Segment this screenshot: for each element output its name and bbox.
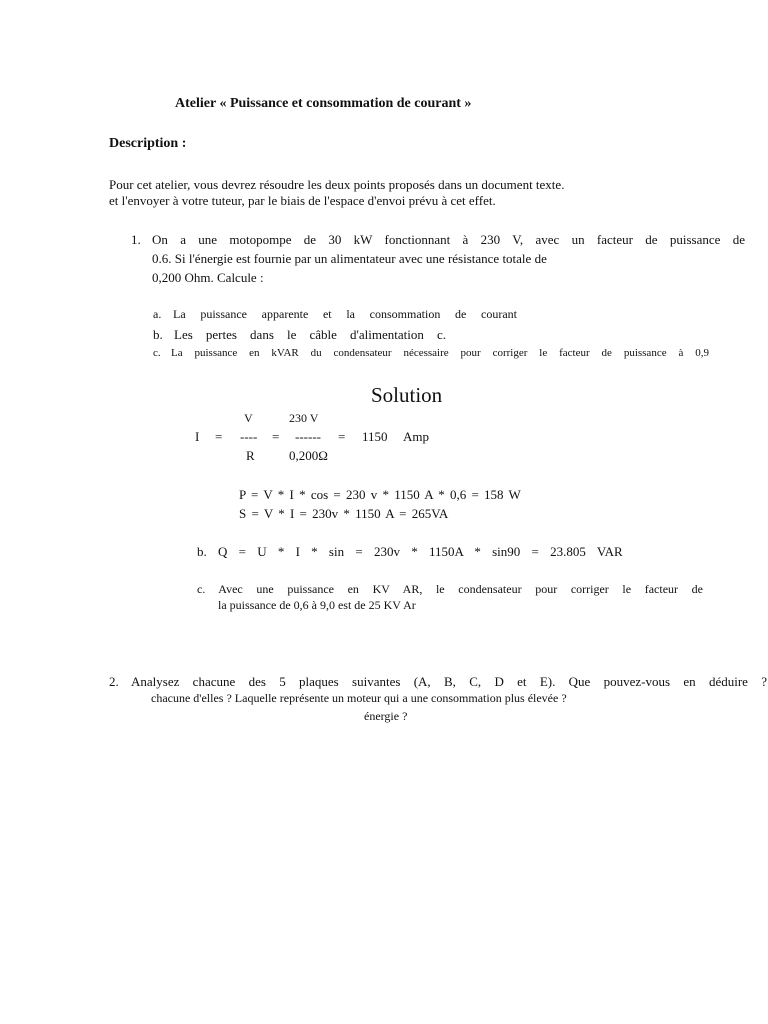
intro-line-1: Pour cet atelier, vous devrez résoudre les deux points proposés dans un document texte. <box>109 177 565 192</box>
apparent-power-formula: S = V * I = 230v * 1150 A = 265VA <box>239 506 449 521</box>
item-c-marker: c. <box>153 347 161 359</box>
question-1-number: 1. <box>131 232 141 247</box>
formula-equals-1: = <box>215 429 223 444</box>
formula-result: 1150 <box>362 429 388 444</box>
item-a-text: La puissance apparente et la consommation de courant <box>173 307 517 321</box>
question-1-line-2: 0.6. Si l'énergie est fournie par un alimentateur avec une résistance totale de <box>152 251 547 266</box>
fraction-denominator-right: 0,200Ω <box>289 448 328 463</box>
fraction-bar-right: ------ <box>295 429 321 444</box>
item-a-marker: a. <box>153 307 162 321</box>
formula-equals-2: = <box>272 429 280 444</box>
question-2-line-1: Analysez chacune des 5 plaques suivantes (A, B, C, D et E). Que pouvez-vous en déduire ? <box>131 674 767 689</box>
item-b-text: Les pertes dans le câble d'alimentation c. <box>174 327 446 342</box>
question-2-line-3: énergie ? <box>364 709 408 723</box>
solution-heading: Solution <box>371 383 443 407</box>
reactive-power-formula: b. Q = U * I * sin = 230v * 1150A * sin90 = 23.805 VAR <box>197 544 623 559</box>
formula-unit: Amp <box>403 429 429 444</box>
question-1-line-3: 0,200 Ohm. Calcule : <box>152 270 264 285</box>
question-1-line-1: On a une motopompe de 30 kW fonctionnant à 230 V, avec un facteur de puissance de <box>152 232 745 247</box>
item-b-marker: b. <box>153 327 163 342</box>
fraction-bar-left: ---- <box>240 429 258 444</box>
fraction-numerator-right: 230 V <box>289 411 319 425</box>
item-c-text: La puissance en kVAR du condensateur nécessaire pour corriger le facteur de puissance à 0,9 <box>171 347 709 359</box>
fraction-numerator-left: V <box>244 411 253 425</box>
active-power-formula: P = V * I * cos = 230 v * 1150 A * 0,6 = 158 W <box>239 487 521 502</box>
intro-line-2: et l'envoyer à votre tuteur, par le biais de l'espace d'envoi prévu à cet effet. <box>109 193 496 208</box>
answer-c-line-2: la puissance de 0,6 à 9,0 est de 25 KV Ar <box>218 598 416 612</box>
question-2-line-2: chacune d'elles ? Laquelle représente un moteur qui a une consommation plus élevée ? <box>151 691 567 705</box>
description-label: Description : <box>109 136 187 151</box>
document-title: Atelier « Puissance et consommation de courant » <box>175 96 472 111</box>
formula-lhs: I <box>195 429 200 444</box>
question-2-number: 2. <box>109 674 119 689</box>
formula-equals-3: = <box>338 429 346 444</box>
answer-c-line-1: c. Avec une puissance en KV AR, le condensateur pour corriger le facteur de <box>197 582 703 596</box>
fraction-denominator-left: R <box>246 448 255 463</box>
